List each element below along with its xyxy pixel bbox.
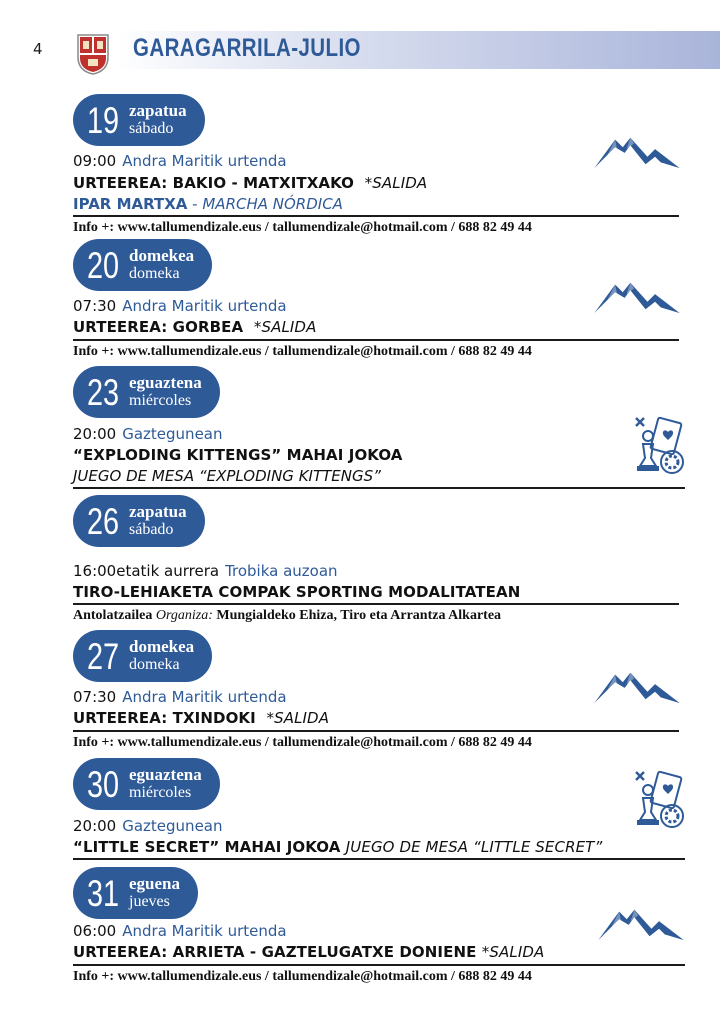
event-time: 06:00 <box>73 922 117 940</box>
event-title <box>73 838 602 856</box>
page-number: 4 <box>33 40 43 58</box>
event-title <box>73 318 316 336</box>
divider <box>73 964 685 966</box>
event-title-text: “LITTLE SECRET” MAHAI JOKOA <box>73 838 341 856</box>
event-time: 20:00 <box>73 425 117 443</box>
date-badge <box>73 867 198 919</box>
event-time-line <box>73 817 223 835</box>
day-name-spanish: domeka <box>129 656 180 673</box>
day-number: 19 <box>87 99 120 141</box>
organizer-line <box>73 608 501 624</box>
divider <box>73 603 679 605</box>
event-subtitle: JUEGO DE MESA “EXPLODING KITTENGS” <box>73 467 381 485</box>
info-line: Info +: www.tallumendizale.eus / tallumendizale@hotmail.com / 688 82 49 44 <box>73 344 532 359</box>
day-name-spanish: miércoles <box>129 392 192 409</box>
event-time-line <box>73 152 287 170</box>
organizer-label: Antolatzailea <box>73 608 153 623</box>
day-name-basque: eguena <box>129 874 180 893</box>
event-place: Gaztegunean <box>122 817 223 835</box>
event-place: Andra Maritik urtenda <box>122 688 287 706</box>
mountain-icon <box>594 277 680 315</box>
day-number: 20 <box>87 244 120 286</box>
event-subtitle-sep: - <box>187 195 203 213</box>
date-badge <box>73 239 212 291</box>
day-name-spanish: miércoles <box>129 784 192 801</box>
event-title <box>73 174 427 192</box>
day-name-spanish: sábado <box>129 120 174 137</box>
date-badge <box>73 758 220 810</box>
organizer-name: Mungialdeko Ehiza, Tiro eta Arrantza Alkartea <box>216 608 502 623</box>
board-game-icon <box>630 768 690 834</box>
day-name-basque: zapatua <box>129 101 187 120</box>
event-time-line <box>73 922 287 940</box>
event-place: Gaztegunean <box>122 425 223 443</box>
event-title <box>73 943 544 961</box>
event-subtitle <box>73 195 343 213</box>
event-title-text: URTEEREA: BAKIO - MATXITXAKO <box>73 174 355 192</box>
event-title-text: URTEEREA: TXINDOKI <box>73 709 256 727</box>
event-time: 07:30 <box>73 688 117 706</box>
day-name-basque: domekea <box>129 637 195 656</box>
event-title-note: *SALIDA <box>481 943 545 961</box>
event-place: Andra Maritik urtenda <box>122 297 287 315</box>
crest-logo <box>76 31 110 75</box>
day-name-basque: domekea <box>129 246 195 265</box>
mountain-icon <box>594 667 680 705</box>
day-number: 31 <box>87 872 120 914</box>
day-name-spanish: sábado <box>129 521 174 538</box>
info-line: Info +: www.tallumendizale.eus / tallumendizale@hotmail.com / 688 82 49 44 <box>73 220 532 235</box>
event-title-note: *SALIDA <box>364 174 428 192</box>
event-time: 16:00etatik aurrera <box>73 562 220 580</box>
event-time: 07:30 <box>73 297 117 315</box>
mountain-icon <box>594 132 680 170</box>
date-badge <box>73 366 220 418</box>
page-title: GARAGARRILA-JULIO <box>133 34 361 62</box>
event-title-text: URTEEREA: ARRIETA - GAZTELUGATXE DONIENE <box>73 943 477 961</box>
event-title: TIRO-LEHIAKETA COMPAK SPORTING MODALITATEAN <box>73 583 521 601</box>
divider <box>73 858 685 860</box>
divider <box>73 730 679 732</box>
day-name-basque: eguaztena <box>129 373 202 392</box>
event-time: 09:00 <box>73 152 117 170</box>
event-title-note: *SALIDA <box>253 318 317 336</box>
event-place: Andra Maritik urtenda <box>122 152 287 170</box>
event-subtitle-bold: IPAR MARTXA <box>73 195 188 213</box>
event-time-line <box>73 562 338 580</box>
day-name-spanish: domeka <box>129 265 180 282</box>
day-number: 27 <box>87 635 120 677</box>
mountain-icon <box>598 904 684 942</box>
event-time: 20:00 <box>73 817 117 835</box>
day-name-basque: eguaztena <box>129 765 202 784</box>
date-badge <box>73 94 205 146</box>
day-number: 23 <box>87 371 120 413</box>
info-line: Info +: www.tallumendizale.eus / tallumendizale@hotmail.com / 688 82 49 44 <box>73 969 532 984</box>
event-subtitle-italic: MARCHA NÓRDICA <box>202 195 343 213</box>
divider <box>73 487 685 489</box>
event-place: Andra Maritik urtenda <box>122 922 287 940</box>
info-line: Info +: www.tallumendizale.eus / tallumendizale@hotmail.com / 688 82 49 44 <box>73 735 532 750</box>
date-badge <box>73 495 205 547</box>
event-title: “EXPLODING KITTENGS” MAHAI JOKOA <box>73 446 403 464</box>
board-game-icon <box>630 414 690 480</box>
divider <box>73 339 679 341</box>
event-title-note: *SALIDA <box>266 709 330 727</box>
date-badge <box>73 630 212 682</box>
event-title-note: JUEGO DE MESA “LITTLE SECRET” <box>345 838 603 856</box>
day-name-basque: zapatua <box>129 502 187 521</box>
event-title <box>73 709 329 727</box>
day-name-spanish: jueves <box>129 893 170 910</box>
event-title-text: URTEEREA: GORBEA <box>73 318 244 336</box>
day-number: 30 <box>87 763 120 805</box>
event-place: Trobika auzoan <box>225 562 338 580</box>
event-time-line <box>73 688 287 706</box>
day-number: 26 <box>87 500 120 542</box>
organizer-label-es: Organiza: <box>155 608 213 623</box>
event-time-line <box>73 297 287 315</box>
divider <box>73 215 679 217</box>
event-time-line <box>73 425 223 443</box>
